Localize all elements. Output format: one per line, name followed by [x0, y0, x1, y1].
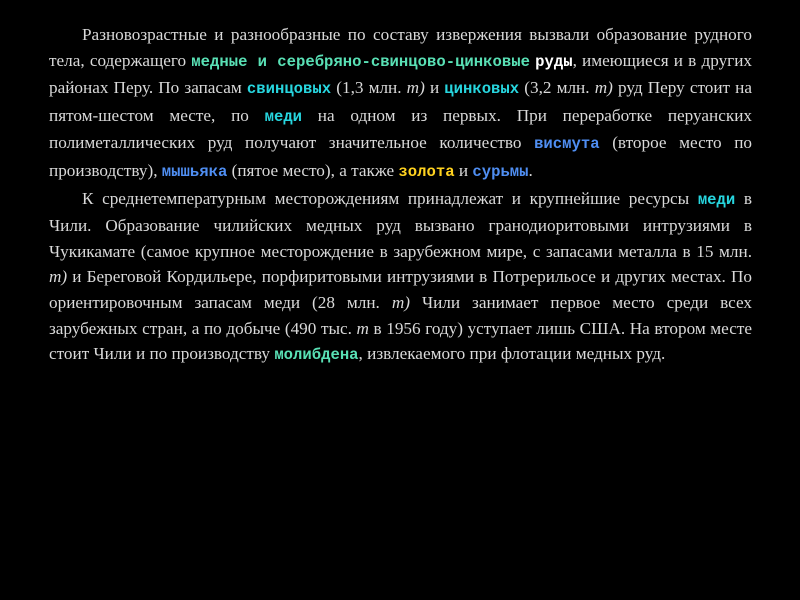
text-run: руд Перу стоит на пятом-шестом месте, по [49, 78, 753, 125]
unit-tonnes: т) [406, 78, 425, 98]
highlight-gold: золота [398, 162, 455, 181]
highlight-antimony: сурьмы [472, 162, 529, 181]
text-run: (второе место по производству), [49, 133, 752, 180]
text-run: , извлекаемого при флотации медных руд. [358, 344, 666, 364]
unit-tonnes: т [356, 318, 369, 338]
text-run: К среднетемпературным месторождениям принадлежат и крупнейшие ресурсы [82, 188, 698, 208]
highlight-copper-silver-lead-zinc: медные и серебряно-свинцово-цинковые [191, 52, 530, 71]
highlight-bismuth: висмута [534, 135, 600, 154]
paragraph-2 [49, 186, 752, 369]
text-run: (пятое место), а также [227, 160, 399, 180]
highlight-molybdenum: молибдена [274, 346, 359, 365]
highlight-zinc: цинковых [444, 80, 520, 99]
highlight-copper: меди [697, 190, 736, 209]
highlight-lead: свинцовых [246, 80, 332, 99]
unit-tonnes: т) [391, 292, 410, 312]
text-run: в Чили. Образование чилийских медных руд вызвано гранодиоритовыми интрузиями в Чукикамате (самое крупное месторождение в зарубежном мире, с запасами металла в 15 млн. [49, 188, 752, 261]
text-run: и Береговой Кордильере, порфиритовыми интрузиями в Потрерильосе и других местах. По ориентировочным запасам меди (28 млн. [49, 267, 752, 312]
text-body [49, 22, 752, 369]
text-run: Чили занимает первое место среди всех зарубежных стран, а по добыче (490 тыс. [49, 292, 752, 338]
text-run: и [454, 160, 473, 180]
text-run: в 1956 году) уступает лишь США. На втором месте стоит Чили и по производству [49, 318, 752, 364]
text-run: и [424, 78, 445, 98]
text-run: на одном из первых. При переработке перуанских полиметаллических руд получают значительное количество [49, 105, 752, 153]
unit-tonnes: т) [594, 78, 613, 98]
text-run: , имеющиеся и в других районах Перу. По запасам [49, 50, 753, 98]
text-run: . [528, 160, 533, 180]
highlight-copper: меди [264, 107, 303, 126]
highlight-ores: руды [535, 52, 573, 71]
highlight-arsenic: мышьяка [161, 162, 228, 181]
unit-tonnes: т) [49, 267, 68, 287]
text-run: Разновозрастные и разнообразные по составу извержения вызвали образование рудного тела, содержащего [49, 25, 752, 70]
paragraph-1 [49, 22, 752, 186]
text-run: (3,2 млн. [519, 78, 595, 98]
text-run: (1,3 млн. [331, 78, 407, 98]
